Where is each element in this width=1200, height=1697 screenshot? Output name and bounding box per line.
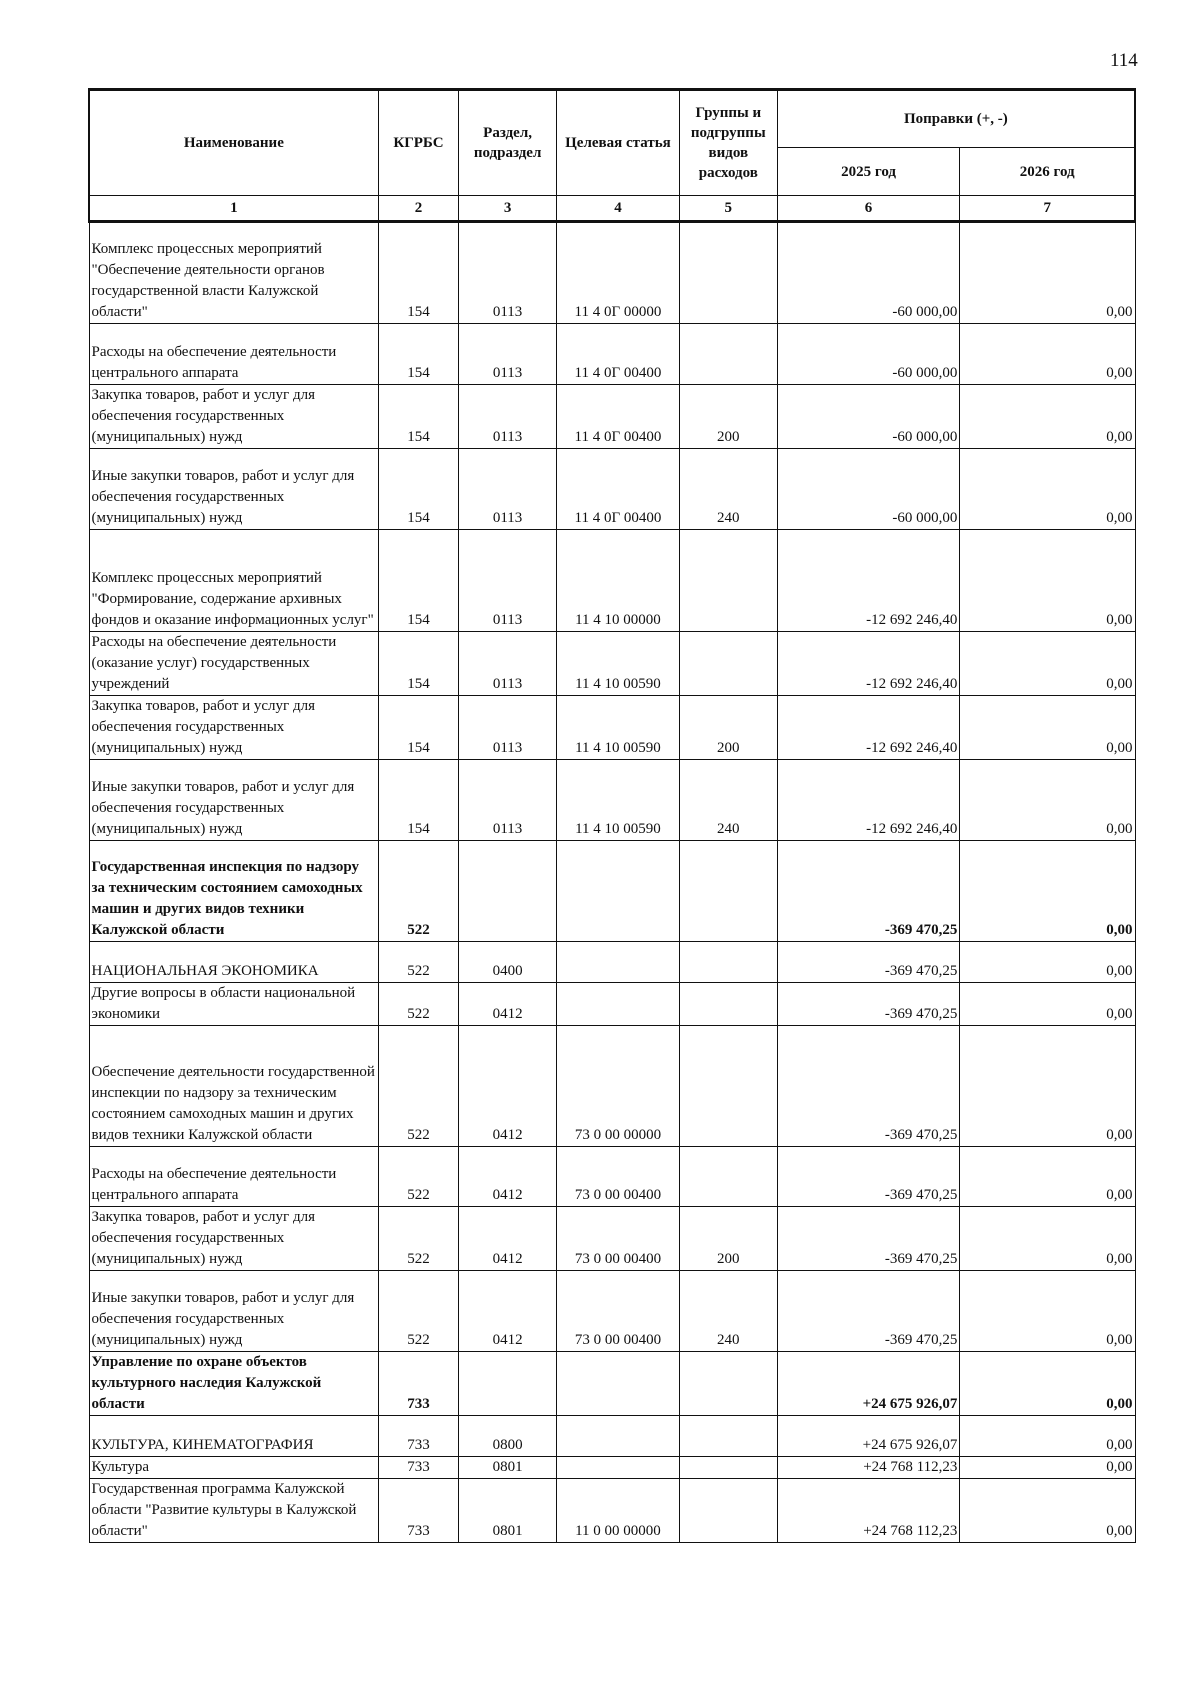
row-section: 0400: [459, 942, 557, 983]
row-kgrbs: 733: [378, 1479, 458, 1543]
row-target: 73 0 00 00400: [557, 1207, 680, 1271]
row-target: [557, 841, 680, 942]
row-amount-2026: 0,00: [960, 1479, 1135, 1543]
table-row: [89, 942, 1135, 983]
row-section: 0113: [459, 632, 557, 696]
table-row: [89, 222, 1135, 324]
row-kgrbs: 522: [378, 1271, 458, 1352]
row-amount-2025: -12 692 246,40: [777, 760, 960, 841]
row-group: 240: [679, 1271, 777, 1352]
row-target: [557, 1416, 680, 1457]
table-row: [89, 1147, 1135, 1207]
row-name: КУЛЬТУРА, КИНЕМАТОГРАФИЯ: [89, 1416, 378, 1457]
row-kgrbs: 154: [378, 385, 458, 449]
col-number: 1: [89, 196, 378, 222]
row-section: 0113: [459, 530, 557, 632]
row-amount-2025: -369 470,25: [777, 942, 960, 983]
row-amount-2026: 0,00: [960, 1271, 1135, 1352]
row-target: [557, 1457, 680, 1479]
row-group: 200: [679, 385, 777, 449]
row-target: 11 4 10 00590: [557, 632, 680, 696]
table-row: [89, 1457, 1135, 1479]
page-number: 114: [1110, 50, 1138, 71]
table-header: [89, 90, 1135, 222]
row-group: [679, 1026, 777, 1147]
row-section: 0412: [459, 1026, 557, 1147]
row-amount-2026: 0,00: [960, 222, 1135, 324]
row-amount-2025: -12 692 246,40: [777, 696, 960, 760]
col-number: 7: [960, 196, 1135, 222]
row-name: Закупка товаров, работ и услуг для обеспечения государственных (муниципальных) нужд: [89, 1207, 378, 1271]
row-amount-2026: 0,00: [960, 1416, 1135, 1457]
row-target: 11 4 10 00590: [557, 760, 680, 841]
row-target: 73 0 00 00400: [557, 1147, 680, 1207]
row-group: [679, 1352, 777, 1416]
row-kgrbs: 154: [378, 632, 458, 696]
table-row: [89, 1207, 1135, 1271]
row-amount-2025: -369 470,25: [777, 983, 960, 1026]
row-target: 11 4 10 00590: [557, 696, 680, 760]
row-group: [679, 632, 777, 696]
table-row: [89, 632, 1135, 696]
table-row: [89, 696, 1135, 760]
row-amount-2026: 0,00: [960, 1147, 1135, 1207]
row-kgrbs: 154: [378, 324, 458, 385]
header-target: Целевая статья: [557, 90, 680, 196]
row-amount-2025: -369 470,25: [777, 841, 960, 942]
row-target: 11 4 0Г 00400: [557, 385, 680, 449]
row-name: Иные закупки товаров, работ и услуг для обеспечения государственных (муниципальных) нужд: [89, 1271, 378, 1352]
row-amount-2026: 0,00: [960, 632, 1135, 696]
row-target: [557, 983, 680, 1026]
row-amount-2025: -369 470,25: [777, 1026, 960, 1147]
row-amount-2026: 0,00: [960, 1352, 1135, 1416]
row-group: [679, 324, 777, 385]
row-amount-2025: +24 675 926,07: [777, 1352, 960, 1416]
col-number: 2: [378, 196, 458, 222]
row-name: Государственная программа Калужской области "Развитие культуры в Калужской области": [89, 1479, 378, 1543]
header-column-numbers: [89, 196, 1135, 222]
row-target: 11 0 00 00000: [557, 1479, 680, 1543]
row-name: Комплекс процессных мероприятий "Обеспечение деятельности органов государственной власти Калужской области": [89, 222, 378, 324]
row-group: 240: [679, 449, 777, 530]
row-amount-2025: -12 692 246,40: [777, 632, 960, 696]
row-name: Расходы на обеспечение деятельности (оказание услуг) государственных учреждений: [89, 632, 378, 696]
row-amount-2025: +24 768 112,23: [777, 1457, 960, 1479]
row-amount-2026: 0,00: [960, 760, 1135, 841]
row-amount-2025: -369 470,25: [777, 1207, 960, 1271]
row-amount-2025: -60 000,00: [777, 222, 960, 324]
row-kgrbs: 733: [378, 1416, 458, 1457]
row-name: Обеспечение деятельности государственной инспекции по надзору за техническим состоянием самоходных машин и других видов техники Калужской области: [89, 1026, 378, 1147]
table-row: [89, 1352, 1135, 1416]
table-body: [89, 222, 1135, 1543]
row-amount-2025: -60 000,00: [777, 449, 960, 530]
row-group: 240: [679, 760, 777, 841]
row-section: 0800: [459, 1416, 557, 1457]
row-name: Закупка товаров, работ и услуг для обеспечения государственных (муниципальных) нужд: [89, 696, 378, 760]
row-target: 11 4 0Г 00400: [557, 449, 680, 530]
row-target: 11 4 0Г 00400: [557, 324, 680, 385]
row-section: 0113: [459, 324, 557, 385]
row-section: [459, 841, 557, 942]
row-name: Расходы на обеспечение деятельности центрального аппарата: [89, 1147, 378, 1207]
row-kgrbs: 522: [378, 1026, 458, 1147]
row-amount-2025: +24 768 112,23: [777, 1479, 960, 1543]
row-section: 0412: [459, 1147, 557, 1207]
col-number: 3: [459, 196, 557, 222]
row-name: Государственная инспекция по надзору за техническим состоянием самоходных машин и других видов техники Калужской области: [89, 841, 378, 942]
row-group: [679, 1479, 777, 1543]
row-kgrbs: 154: [378, 760, 458, 841]
row-group: [679, 1147, 777, 1207]
row-target: 73 0 00 00400: [557, 1271, 680, 1352]
row-amount-2026: 0,00: [960, 942, 1135, 983]
row-amount-2026: 0,00: [960, 696, 1135, 760]
row-amount-2025: -369 470,25: [777, 1271, 960, 1352]
row-name: Другие вопросы в области национальной экономики: [89, 983, 378, 1026]
budget-amendments-table: [88, 88, 1136, 1543]
row-kgrbs: 522: [378, 1147, 458, 1207]
table-row: [89, 530, 1135, 632]
row-name: Закупка товаров, работ и услуг для обеспечения государственных (муниципальных) нужд: [89, 385, 378, 449]
row-group: [679, 530, 777, 632]
row-amount-2026: 0,00: [960, 1207, 1135, 1271]
table-row: [89, 983, 1135, 1026]
row-target: [557, 1352, 680, 1416]
row-kgrbs: 733: [378, 1457, 458, 1479]
row-kgrbs: 154: [378, 530, 458, 632]
row-section: 0412: [459, 1207, 557, 1271]
row-group: [679, 983, 777, 1026]
row-amount-2026: 0,00: [960, 385, 1135, 449]
row-name: Комплекс процессных мероприятий "Формирование, содержание архивных фондов и оказание информационных услуг": [89, 530, 378, 632]
row-kgrbs: 154: [378, 449, 458, 530]
row-kgrbs: 522: [378, 1207, 458, 1271]
row-name: Управление по охране объектов культурного наследия Калужской области: [89, 1352, 378, 1416]
header-name: Наименование: [89, 90, 378, 196]
row-name: Иные закупки товаров, работ и услуг для обеспечения государственных (муниципальных) нужд: [89, 449, 378, 530]
row-target: [557, 942, 680, 983]
row-section: 0412: [459, 983, 557, 1026]
row-group: [679, 1416, 777, 1457]
row-kgrbs: 154: [378, 696, 458, 760]
row-amount-2026: 0,00: [960, 983, 1135, 1026]
row-target: 11 4 10 00000: [557, 530, 680, 632]
table-row: [89, 841, 1135, 942]
row-section: [459, 1352, 557, 1416]
row-section: 0801: [459, 1457, 557, 1479]
row-section: 0113: [459, 222, 557, 324]
row-section: 0113: [459, 449, 557, 530]
row-section: 0113: [459, 385, 557, 449]
row-amount-2026: 0,00: [960, 1457, 1135, 1479]
row-name: НАЦИОНАЛЬНАЯ ЭКОНОМИКА: [89, 942, 378, 983]
row-kgrbs: 154: [378, 222, 458, 324]
table-row: [89, 1479, 1135, 1543]
table-row: [89, 760, 1135, 841]
header-section: Раздел, подраздел: [459, 90, 557, 196]
row-amount-2025: -60 000,00: [777, 324, 960, 385]
table-row: [89, 324, 1135, 385]
table-row: [89, 1271, 1135, 1352]
row-name: Культура: [89, 1457, 378, 1479]
table-row: [89, 1026, 1135, 1147]
table-row: [89, 1416, 1135, 1457]
row-kgrbs: 522: [378, 983, 458, 1026]
col-number: 6: [777, 196, 960, 222]
row-group: [679, 222, 777, 324]
row-amount-2026: 0,00: [960, 324, 1135, 385]
row-group: [679, 1457, 777, 1479]
header-year-2025: 2025 год: [777, 148, 960, 196]
row-group: [679, 841, 777, 942]
row-section: 0801: [459, 1479, 557, 1543]
header-kgrbs: КГРБС: [378, 90, 458, 196]
row-amount-2026: 0,00: [960, 841, 1135, 942]
row-name: Иные закупки товаров, работ и услуг для обеспечения государственных (муниципальных) нужд: [89, 760, 378, 841]
row-amount-2026: 0,00: [960, 1026, 1135, 1147]
row-amount-2025: -60 000,00: [777, 385, 960, 449]
row-section: 0412: [459, 1271, 557, 1352]
col-number: 4: [557, 196, 680, 222]
table-row: [89, 449, 1135, 530]
header-amendments: Поправки (+, -): [777, 90, 1135, 148]
row-group: 200: [679, 696, 777, 760]
row-target: 11 4 0Г 00000: [557, 222, 680, 324]
header-groups: Группы и подгруппы видов расходов: [679, 90, 777, 196]
row-amount-2025: +24 675 926,07: [777, 1416, 960, 1457]
row-amount-2025: -12 692 246,40: [777, 530, 960, 632]
row-group: [679, 942, 777, 983]
row-kgrbs: 733: [378, 1352, 458, 1416]
header-year-2026: 2026 год: [960, 148, 1135, 196]
row-target: 73 0 00 00000: [557, 1026, 680, 1147]
row-section: 0113: [459, 760, 557, 841]
col-number: 5: [679, 196, 777, 222]
row-amount-2026: 0,00: [960, 530, 1135, 632]
row-amount-2026: 0,00: [960, 449, 1135, 530]
row-amount-2025: -369 470,25: [777, 1147, 960, 1207]
row-group: 200: [679, 1207, 777, 1271]
row-section: 0113: [459, 696, 557, 760]
row-kgrbs: 522: [378, 942, 458, 983]
row-name: Расходы на обеспечение деятельности центрального аппарата: [89, 324, 378, 385]
table-row: [89, 385, 1135, 449]
row-kgrbs: 522: [378, 841, 458, 942]
